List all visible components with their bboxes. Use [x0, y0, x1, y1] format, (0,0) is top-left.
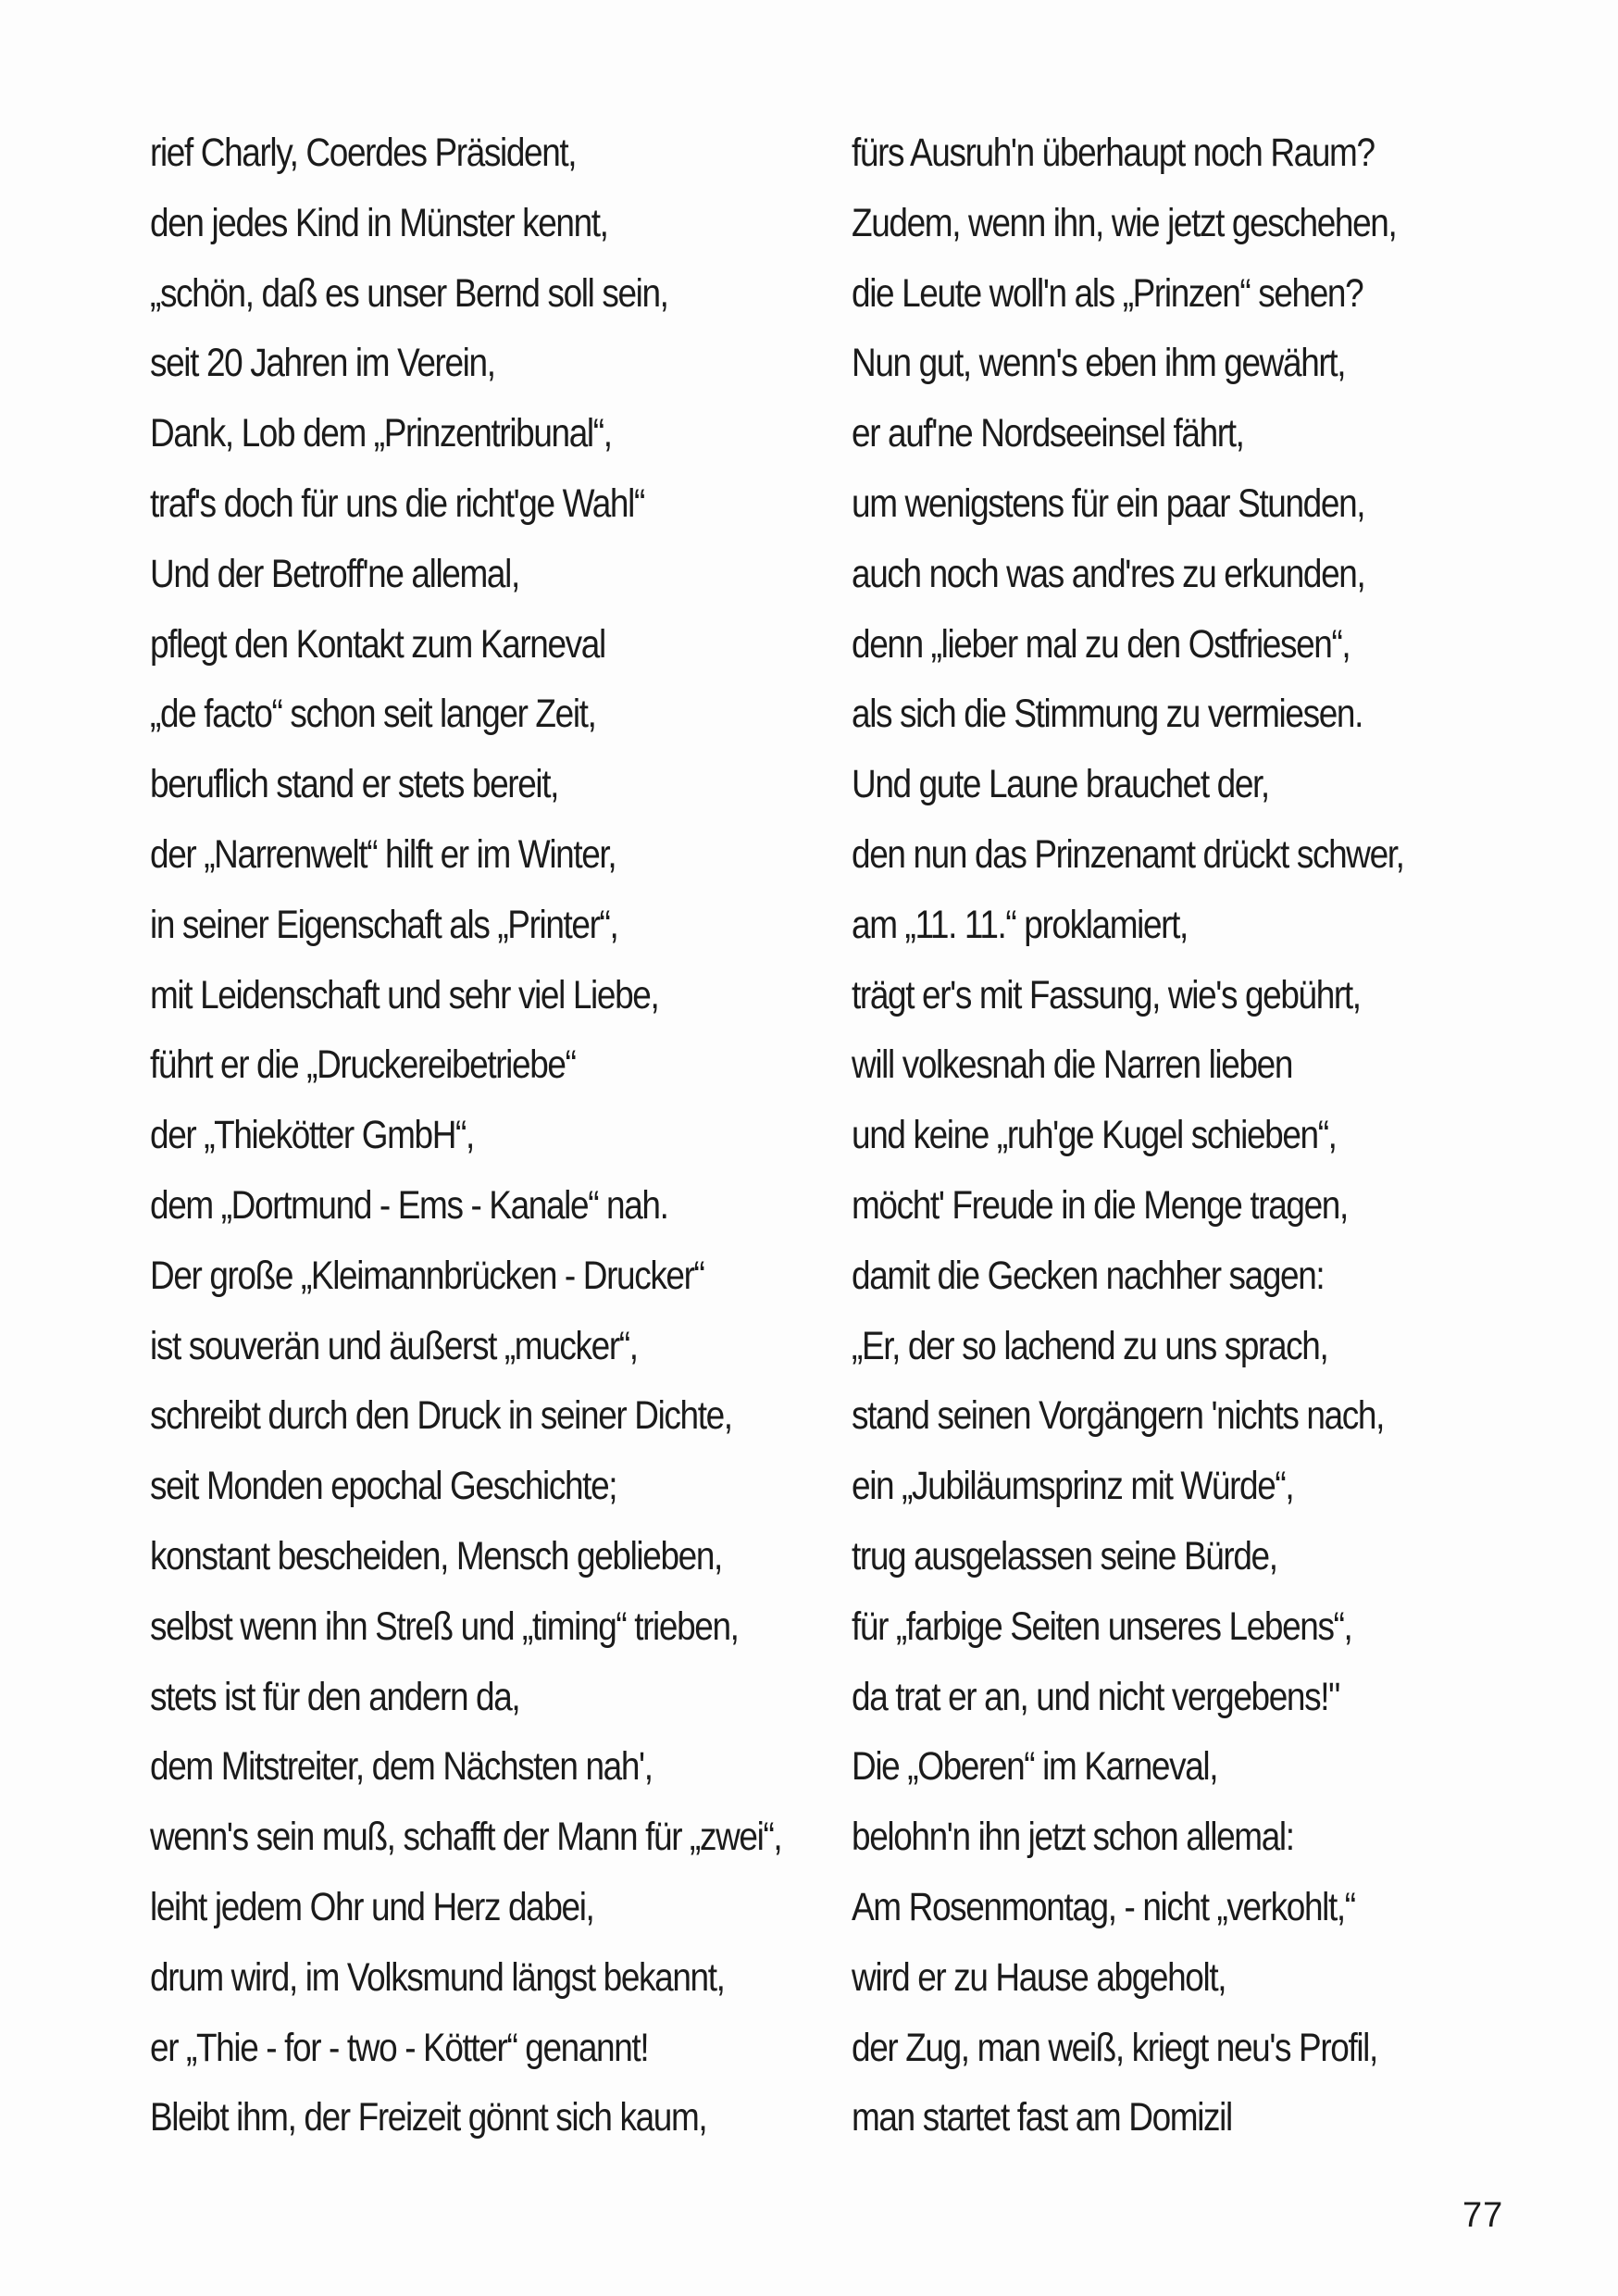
poem-line: die Leute woll'n als „Prinzen“ sehen?	[852, 270, 1363, 316]
poem-line: stand seinen Vorgängern 'nichts nach,	[852, 1393, 1384, 1439]
poem-line: da trat er an, und nicht vergebens!"	[852, 1674, 1339, 1719]
poem-line: ein „Jubiläumsprinz mit Würde“,	[852, 1464, 1294, 1509]
poem-line: führt er die „Druckereibetriebe“	[150, 1042, 576, 1088]
poem-line: Dank, Lob dem „Prinzentribunal“,	[150, 411, 612, 456]
poem-line: pflegt den Kontakt zum Karneval	[150, 621, 605, 667]
poem-line: für „farbige Seiten unseres Lebens“,	[852, 1603, 1352, 1649]
poem-line: seit 20 Jahren im Verein,	[150, 341, 495, 386]
poem-line: ist souverän und äußerst „mucker“,	[150, 1323, 638, 1368]
poem-line: man startet fast am Domizil	[852, 2095, 1232, 2140]
poem-line: schreibt durch den Druck in seiner Dichte,	[150, 1393, 732, 1439]
poem-line: Bleibt ihm, der Freizeit gönnt sich kaum,	[150, 2095, 707, 2140]
poem-line: seit Monden epochal Geschichte;	[150, 1464, 617, 1509]
poem-line: wird er zu Hause abgeholt,	[852, 1954, 1226, 2000]
poem-line: damit die Gecken nachher sagen:	[852, 1253, 1325, 1298]
poem-line: Und gute Laune brauchet der,	[852, 762, 1269, 807]
poem-line: selbst wenn ihn Streß und „timing“ trieben,	[150, 1603, 739, 1649]
poem-line: in seiner Eigenschaft als „Printer“,	[150, 902, 618, 947]
poem-line: dem „Dortmund - Ems - Kanale“ nah.	[150, 1182, 668, 1228]
poem-line: um wenigstens für ein paar Stunden,	[852, 480, 1365, 526]
poem-line: den jedes Kind in Münster kennt,	[150, 200, 608, 245]
poem-line: Zudem, wenn ihn, wie jetzt geschehen,	[852, 200, 1397, 245]
poem-line: mit Leidenschaft und sehr viel Liebe,	[150, 972, 659, 1017]
poem-line: der „Narrenwelt“ hilft er im Winter,	[150, 831, 616, 877]
poem-line: trägt er's mit Fassung, wie's gebührt,	[852, 972, 1361, 1017]
page-number: 77	[1462, 2196, 1504, 2235]
poem-line: Die „Oberen“ im Karneval,	[852, 1744, 1218, 1790]
poem-line: auch noch was and'res zu erkunden,	[852, 551, 1365, 596]
poem-line: rief Charly, Coerdes Präsident,	[150, 131, 577, 175]
poem-line: der „Thiekötter GmbH“,	[150, 1113, 474, 1158]
poem-line: traf's doch für uns die richt'ge Wahl“	[150, 480, 644, 526]
poem-line: als sich die Stimmung zu vermiesen.	[852, 692, 1363, 737]
poem-line: fürs Ausruh'n überhaupt noch Raum?	[852, 131, 1375, 175]
poem-line: „Er, der so lachend zu uns sprach,	[852, 1323, 1328, 1368]
poem-line: leiht jedem Ohr und Herz dabei,	[150, 1884, 594, 1929]
poem-line: denn „lieber mal zu den Ostfriesen“,	[852, 621, 1350, 667]
poem-line: wenn's sein muß, schafft der Mann für „zwei“,	[150, 1815, 782, 1860]
poem-line: den nun das Prinzenamt drückt schwer,	[852, 831, 1404, 877]
poem-line: stets ist für den andern da,	[150, 1674, 520, 1719]
poem-line: er auf'ne Nordseeinsel fährt,	[852, 411, 1244, 456]
poem-line: „de facto“ schon seit langer Zeit,	[150, 692, 596, 737]
poem-line: der Zug, man weiß, kriegt neu's Profil,	[852, 2025, 1377, 2070]
poem-line: und keine „ruh'ge Kugel schieben“,	[852, 1113, 1337, 1158]
poem-column-left	[150, 119, 816, 2153]
poem-line: konstant bescheiden, Mensch geblieben,	[150, 1533, 722, 1578]
poem-line: er „Thie - for - two - Kötter“ genannt!	[150, 2025, 649, 2070]
poem-line: will volkesnah die Narren lieben	[852, 1042, 1293, 1088]
poem-line: „schön, daß es unser Bernd soll sein,	[150, 270, 668, 316]
poem-column-right	[852, 119, 1518, 2153]
poem-line: trug ausgelassen seine Bürde,	[852, 1533, 1277, 1578]
poem-line: am „11. 11.“ proklamiert,	[852, 902, 1188, 947]
poem-line: beruflich stand er stets bereit,	[150, 762, 559, 807]
poem-line: Am Rosenmontag, - nicht „verkohlt,“	[852, 1884, 1355, 1929]
poem-line: dem Mitstreiter, dem Nächsten nah',	[150, 1744, 653, 1790]
poem-line: drum wird, im Volksmund längst bekannt,	[150, 1954, 725, 2000]
poem-line: belohn'n ihn jetzt schon allemal:	[852, 1815, 1294, 1860]
poem-line: Der große „Kleimannbrücken - Drucker“	[150, 1253, 704, 1298]
poem-line: möcht' Freude in die Menge tragen,	[852, 1182, 1348, 1228]
poem-line: Und der Betroff'ne allemal,	[150, 551, 519, 596]
poem-line: Nun gut, wenn's eben ihm gewährt,	[852, 341, 1346, 386]
